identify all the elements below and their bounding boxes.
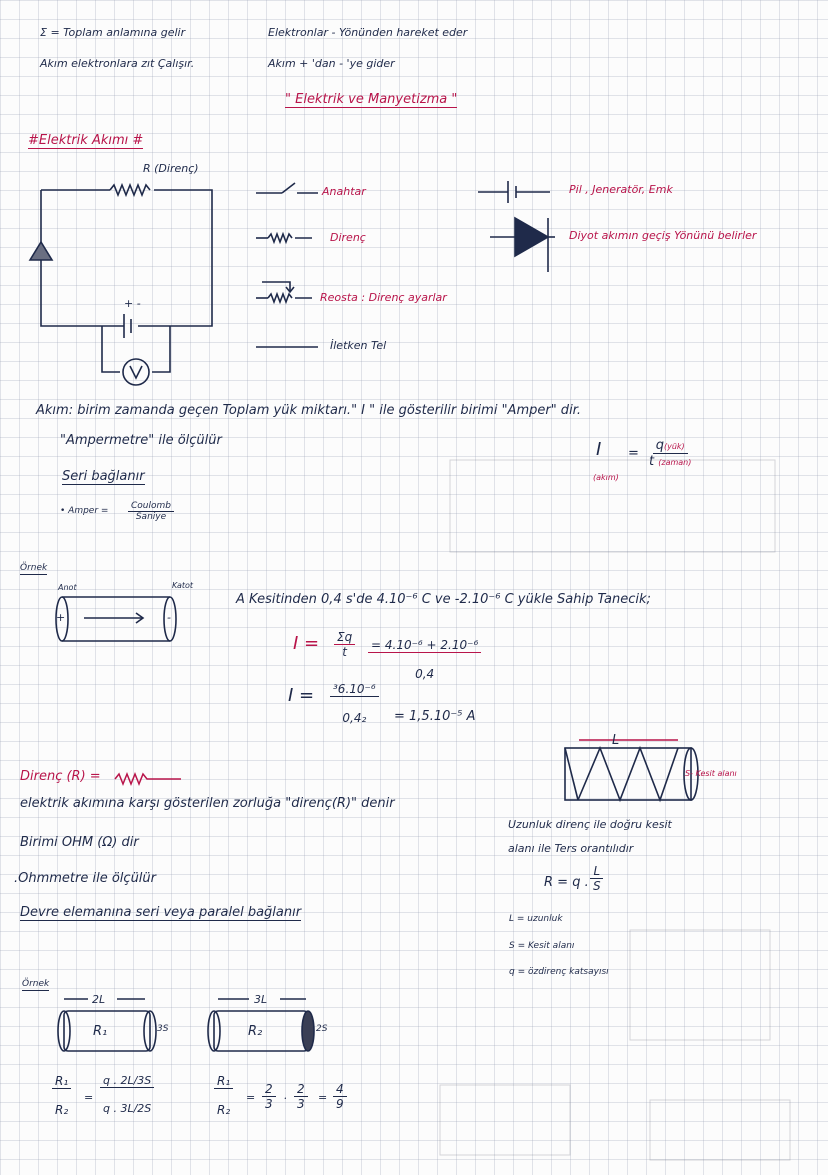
resistor-label: R (Direnç) <box>143 162 199 175</box>
resistance-formula-frac: $\frac{L}{S}$ <box>590 864 604 893</box>
example1-question: A Kesitinden 0,4 s'de 4.10⁻⁶ C ve -2.10⁻⁶ C yükle Sahip Tanecik; <box>236 592 651 607</box>
def-L: L = uzunluk <box>509 914 563 924</box>
minus-sign: - <box>167 611 171 624</box>
eq2-lhs: I = <box>288 685 315 706</box>
sigma-note: Σ = Toplam anlamına gelir <box>40 26 186 39</box>
ratio1-eq: = <box>84 1091 94 1104</box>
anot-label: Anot <box>58 583 77 592</box>
ratio1-rhs: $\frac{q . 2L/3S}{q . 3L/2S}$ <box>100 1074 154 1115</box>
page-title: " Elektrik ve Manyetizma " <box>285 92 458 107</box>
series-note: Seri bağlanır <box>62 469 145 484</box>
section-title: #Elektrik Akımı # <box>28 133 144 148</box>
plus-sign: + <box>56 611 66 624</box>
proportional-line1: Uzunluk direnç ile doğru kesit <box>508 818 672 831</box>
katot-label: Katot <box>172 581 194 590</box>
eq1-frac: $\frac{\Sigma q}{t}$ <box>334 630 355 659</box>
symbol-switch-label: Anahtar <box>322 185 366 198</box>
proportional-line2: alanı ile Ters orantılıdır <box>508 842 634 855</box>
formula-I: I <box>596 439 602 460</box>
example1-label: Örnek <box>20 563 48 573</box>
connect-note: Devre elemanına seri veya paralel bağlanır <box>20 905 302 920</box>
current-direction-note: Akım elektronlara zıt Çalışır. <box>40 57 195 70</box>
eq2-frac: $\frac{\text{³6.10⁻⁶}}{\text{0,4₂}}$ <box>330 682 379 725</box>
resistance-formula: R = q . <box>544 875 589 890</box>
result-frac: $\frac{4}{9}$ <box>333 1082 347 1111</box>
f1-frac: $\frac{2}{3}$ <box>262 1082 276 1111</box>
ratio2-lhs: $\frac{\text{R₁}}{\text{R₂}}$ <box>214 1074 233 1117</box>
eq1-lhs: I = <box>293 633 320 654</box>
eq1-rhs: $\frac{\text{= 4.10⁻⁶ + 2.10⁻⁶}}{0,4}$ <box>368 638 481 681</box>
wire-length-label: L <box>612 733 620 748</box>
eq2-result: = 1,5.10⁻⁵ A <box>394 709 476 724</box>
current-definition: Akım: birim zamanda geçen Toplam yük miktarı." I " ile gösterilir birimi "Amper" dir. <box>36 403 581 418</box>
symbol-wire-label: İletken Tel <box>330 339 387 352</box>
r1-label: R₁ <box>93 1024 108 1039</box>
current-flow-note: Akım + 'dan - 'ye gider <box>268 57 395 70</box>
symbol-rheostat-label: Reosta : Direnç ayarlar <box>320 291 447 304</box>
f-dot: . <box>284 1089 288 1102</box>
f-eq: = <box>318 1091 328 1104</box>
battery-polarity: + - <box>124 297 141 310</box>
ratio1-lhs: $\frac{\text{R₁}}{\text{R₂}}$ <box>52 1074 71 1117</box>
resistance-desc: elektrik akımına karşı gösterilen zorluğa "direnç(R)" denir <box>20 796 395 811</box>
example2-label: Örnek <box>22 979 50 989</box>
formula-eq: = <box>628 446 639 461</box>
resistance-unit: Birimi OHM (Ω) dir <box>20 835 139 850</box>
symbol-diode-label: Diyot akımın geçiş Yönünü belirler <box>569 229 757 242</box>
r2-length: 3L <box>254 993 268 1006</box>
symbol-battery-label: Pil , Jeneratör, Emk <box>569 183 673 196</box>
resistance-heading: Direnç (R) = <box>20 769 101 784</box>
wire-section-label: S- Kesit alanı <box>685 769 737 778</box>
coulomb-per-second: Coulomb Saniye <box>128 501 174 522</box>
def-q: q = özdirenç katsayısı <box>509 967 609 977</box>
r1-section: 3S <box>157 1024 169 1034</box>
r1-length: 2L <box>92 993 106 1006</box>
formula-akim: (akım) <box>593 473 619 482</box>
electron-note: Elektronlar - Yönünden hareket eder <box>268 26 468 39</box>
ratio2-eq: = <box>246 1091 256 1104</box>
symbol-resistor-label: Direnç <box>330 231 366 244</box>
f2-frac: $\frac{2}{3}$ <box>294 1082 308 1111</box>
ammeter-note: "Ampermetre" ile ölçülür <box>60 433 222 448</box>
def-S: S = Kesit alanı <box>509 941 575 951</box>
r2-label: R₂ <box>248 1024 263 1039</box>
amper-def: • Amper = <box>60 506 109 516</box>
r2-section: 2S <box>316 1024 328 1034</box>
formula-q-over-t: q(yük) t (zaman) <box>649 438 692 469</box>
ohmmeter-note: .Ohmmetre ile ölçülür <box>14 871 157 886</box>
